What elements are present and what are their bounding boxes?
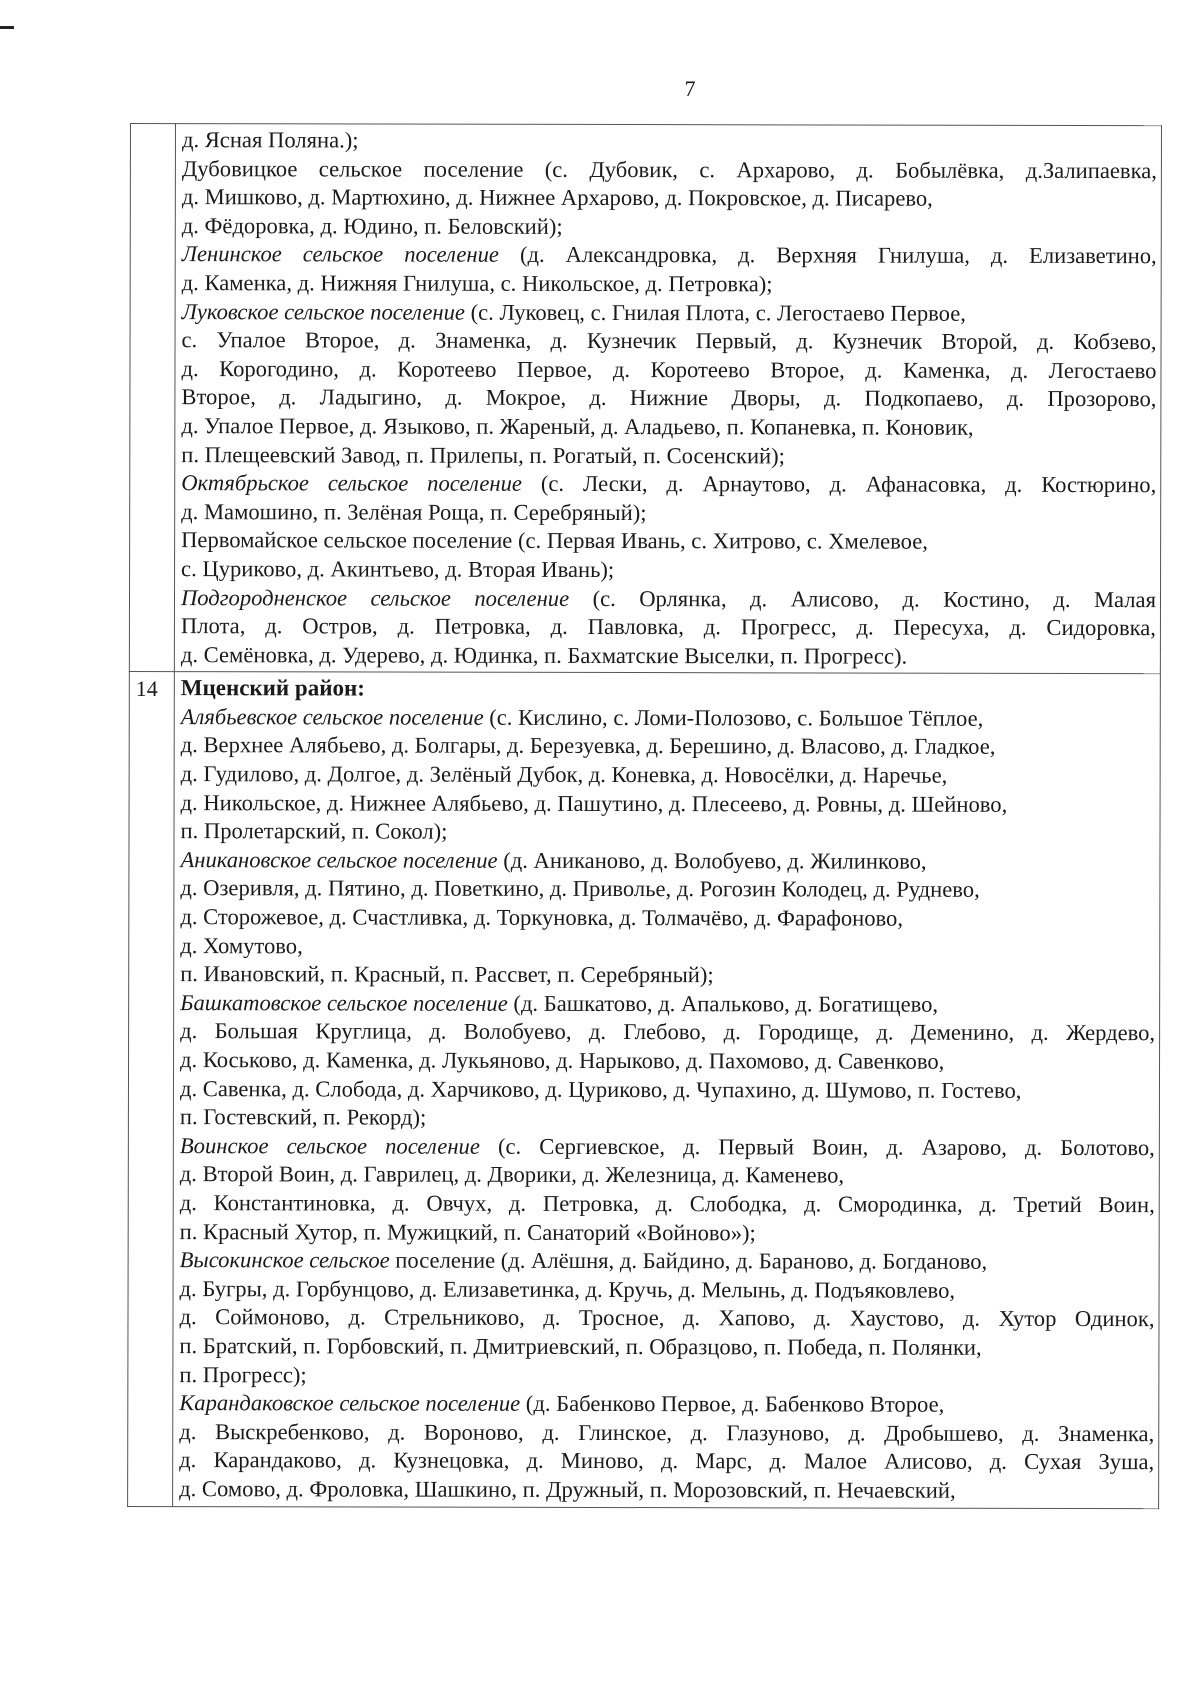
- text-segment: д. Мамошино, п. Зелёная Роща, п. Серебряный);: [181, 498, 647, 525]
- text-line: [180, 846, 1155, 877]
- text-segment: с. Упалое Второе, д. Знаменка, д. Кузнечик Первый, д. Кузнечик Второй, д. Кобзево,: [181, 327, 1157, 355]
- text-segment: (д. Аниканово, д. Волобуево, д. Жилинково,: [497, 847, 927, 874]
- table-row: [128, 672, 1161, 1508]
- text-line: [180, 1075, 1155, 1106]
- text-line: [180, 989, 1155, 1020]
- text-segment: д. Верхнее Алябьево, д. Болгары, д. Березуевка, д. Берешино, д. Власово, д. Гладкое,: [180, 732, 996, 760]
- text-segment: (с. Орлянка, д. Алисово, д. Костино, д. Малая: [569, 585, 1157, 612]
- settlement-name: Высокинское сельское: [179, 1247, 390, 1273]
- table-body: [128, 124, 1162, 1509]
- text-segment: Первомайское сельское поселение (с. Первая Ивань, с. Хитрово, с. Хмелевое,: [181, 527, 928, 554]
- settlement-name: Ленинское сельское поселение: [181, 241, 500, 268]
- text-segment: д. Выскребенково, д. Вороново, д. Глинское, д. Глазуново, д. Дробышево, д. Знаменка,: [179, 1418, 1155, 1446]
- text-line: [182, 155, 1157, 186]
- text-segment: (д. Бабенково Первое, д. Бабенково Второе,: [520, 1390, 945, 1417]
- settlement-name: Октябрьское сельское поселение: [181, 470, 522, 496]
- text-segment: д. Сомово, д. Фроловка, Шашкино, п. Дружный, п. Морозовский, п. Нечаевский,: [179, 1476, 956, 1503]
- text-line: [180, 1189, 1155, 1220]
- text-segment: д. Хомутово,: [180, 932, 303, 958]
- table-row: [129, 124, 1161, 674]
- text-segment: д. Соймоново, д. Стрельниково, д. Тросное, д. Хапово, д. Хаустово, д. Хутор Одинок,: [179, 1304, 1155, 1332]
- text-line: [182, 326, 1157, 357]
- text-line: [179, 1389, 1154, 1420]
- text-segment: Дубовицкое сельское поселение (с. Дубовик, с. Архарово, д. Бобылёвка, д.Залипаевка,: [181, 155, 1157, 183]
- text-segment: поселение (д. Алёшня, д. Байдино, д. Бараново, д. Богданово,: [389, 1247, 988, 1274]
- text-line: [180, 1246, 1155, 1277]
- text-segment: п. Ивановский, п. Красный, п. Рассвет, п. Серебряный);: [180, 961, 714, 988]
- text-line: [180, 1132, 1155, 1163]
- text-segment: (д. Башкатово, д. Апальково, д. Богатищево,: [507, 990, 939, 1017]
- text-line: [181, 383, 1156, 414]
- text-segment: д. Озеривля, д. Пятино, д. Поветкино, д. Приволье, д. Рогозин Колодец, д. Руднево,: [180, 875, 980, 903]
- text-line: [181, 441, 1156, 472]
- text-line: [182, 240, 1157, 271]
- row-number-cell: 14: [128, 672, 175, 1506]
- settlement-name: Алябьевское сельское поселение: [180, 703, 484, 730]
- text-segment: д. Упалое Первое, д. Языково, п. Жареный, д. Аладьево, п. Копаневка, п. Коновик,: [181, 413, 974, 440]
- text-line: [179, 1418, 1154, 1449]
- text-segment: д. Фёдоровка, д. Юдино, п. Беловский);: [181, 212, 563, 239]
- text-segment: д. Никольское, д. Нижнее Алябьево, д. Пашутино, д. Плесеево, д. Ровны, д. Шейново,: [180, 789, 1008, 817]
- text-line: [181, 469, 1156, 500]
- text-line: [181, 674, 1156, 705]
- text-segment: д. Савенка, д. Слобода, д. Харчиково, д. Цуриково, д. Чупахино, д. Шумово, п. Гостево,: [179, 1075, 1022, 1103]
- text-line: [181, 355, 1156, 386]
- text-segment: д. Корогодино, д. Коротеево Первое, д. Коротеево Второе, д. Каменка, д. Легостаево: [181, 355, 1157, 383]
- text-line: [179, 1446, 1154, 1477]
- text-segment: (д. Александровка, д. Верхняя Гнилуша, д. Елизаветино,: [498, 242, 1157, 269]
- text-segment: д. Мишково, д. Мартюхино, д. Нижнее Архарово, д. Покровское, д. Писарево,: [181, 184, 933, 211]
- text-line: [181, 641, 1156, 672]
- text-line: [182, 126, 1157, 157]
- settlements-cell: [173, 672, 1161, 1508]
- settlement-name: Аникановское сельское поселение: [180, 846, 498, 873]
- text-line: [180, 903, 1155, 934]
- text-line: [181, 703, 1156, 734]
- text-segment: д. Коськово, д. Каменка, д. Лукьяново, д. Нарыково, д. Пахомово, д. Савенково,: [180, 1047, 945, 1074]
- text-segment: п. Братский, п. Горбовский, п. Дмитриевский, п. Образцово, п. Победа, п. Полянки,: [179, 1333, 982, 1360]
- text-line: [180, 875, 1155, 906]
- text-segment: д. Семёновка, д. Удерево, д. Юдинка, п. Бахматские Выселки, п. Прогресс).: [180, 641, 908, 669]
- district-heading: Мценский район:: [180, 675, 365, 701]
- text-line: [181, 760, 1156, 791]
- text-line: [179, 1361, 1154, 1392]
- text-line: [181, 555, 1156, 586]
- text-line: [181, 584, 1156, 615]
- text-segment: д. Гудилово, д. Долгое, д. Зелёный Дубок, д. Коневка, д. Новосёлки, д. Наречье,: [180, 761, 948, 788]
- text-segment: д. Бугры, д. Горбунцово, д. Елизаветинка, д. Кручь, д. Мелынь, д. Подъяковлево,: [179, 1275, 956, 1303]
- text-segment: п. Красный Хутор, п. Мужицкий, п. Санаторий «Войново»);: [179, 1218, 756, 1245]
- text-line: [181, 732, 1156, 763]
- text-segment: (с. Сергиевское, д. Первый Воин, д. Азарово, д. Болотово,: [479, 1133, 1155, 1160]
- text-segment: д. Карандаково, д. Кузнецовка, д. Миново, д. Марс, д. Малое Алисово, д. Сухая Зуша,: [179, 1447, 1155, 1475]
- text-line: [182, 212, 1157, 243]
- text-line: [180, 1160, 1155, 1191]
- text-line: [179, 1332, 1154, 1363]
- text-line: [180, 1103, 1155, 1134]
- text-segment: д. Сторожевое, д. Счастливка, д. Торкуновка, д. Толмачёво, д. Фарафоново,: [180, 904, 904, 931]
- settlement-name: Воинское сельское поселение: [179, 1132, 480, 1159]
- text-segment: с. Цуриково, д. Акинтьево, д. Вторая Ивань);: [181, 556, 615, 582]
- scan-edge-mark: [0, 26, 14, 29]
- text-segment: д. Второй Воин, д. Гаврилец, д. Дворики, д. Железница, д. Каменево,: [179, 1161, 845, 1188]
- text-segment: д. Каменка, д. Нижняя Гнилуша, с. Никольское, д. Петровка);: [181, 270, 773, 297]
- text-line: [180, 960, 1155, 991]
- text-line: [179, 1475, 1154, 1506]
- text-segment: Плота, д. Остров, д. Петровка, д. Павловка, д. Прогресс, д. Пересуха, д. Сидоровка,: [180, 613, 1156, 641]
- text-line: [182, 183, 1157, 214]
- text-segment: (с. Кислино, с. Ломи-Полозово, с. Большое Тёплое,: [483, 704, 984, 731]
- settlement-name: Луковское сельское поселение: [181, 298, 465, 325]
- text-line: [180, 817, 1155, 848]
- text-segment: п. Гостевский, п. Рекорд);: [179, 1104, 427, 1130]
- text-segment: д. Константиновка, д. Овчух, д. Петровка, д. Слободка, д. Смородинка, д. Третий Воин,: [179, 1190, 1155, 1218]
- text-line: [180, 1275, 1155, 1306]
- page-number: 7: [684, 76, 696, 101]
- text-line: [181, 789, 1156, 820]
- text-line: [180, 1018, 1155, 1049]
- text-segment: п. Прогресс);: [179, 1361, 307, 1387]
- text-line: [180, 1046, 1155, 1077]
- text-line: [182, 298, 1157, 329]
- text-segment: (с. Луковец, с. Гнилая Плота, с. Легостаево Первое,: [464, 299, 966, 326]
- settlement-name: Башкатовское сельское поселение: [180, 989, 508, 1016]
- text-line: [180, 1218, 1155, 1249]
- text-line: [182, 269, 1157, 300]
- text-segment: д. Ясная Поляна.);: [181, 127, 359, 153]
- text-line: [181, 612, 1156, 643]
- settlements-table: [127, 123, 1162, 1509]
- text-segment: д. Большая Круглица, д. Волобуево, д. Глебово, д. Городище, д. Деменино, д. Жердево,: [180, 1018, 1156, 1046]
- text-segment: п. Плещеевский Завод, п. Прилепы, п. Рогатый, п. Сосенский);: [181, 441, 786, 468]
- row-number-cell: [129, 124, 175, 672]
- text-line: [181, 498, 1156, 529]
- settlement-name: Подгородненское сельское поселение: [180, 584, 570, 611]
- text-segment: п. Пролетарский, п. Сокол);: [180, 818, 448, 844]
- text-line: [180, 932, 1155, 963]
- text-line: [179, 1303, 1154, 1334]
- text-line: [181, 412, 1156, 443]
- text-line: [181, 526, 1156, 557]
- text-segment: Второе, д. Ладыгино, д. Мокрое, д. Нижние Дворы, д. Подкопаево, д. Прозорово,: [181, 384, 1157, 412]
- settlement-name: Карандаковское сельское поселение: [179, 1390, 521, 1416]
- settlements-cell: [174, 124, 1161, 674]
- text-segment: (с. Лески, д. Арнаутово, д. Афанасовка, д. Костюрино,: [521, 470, 1157, 498]
